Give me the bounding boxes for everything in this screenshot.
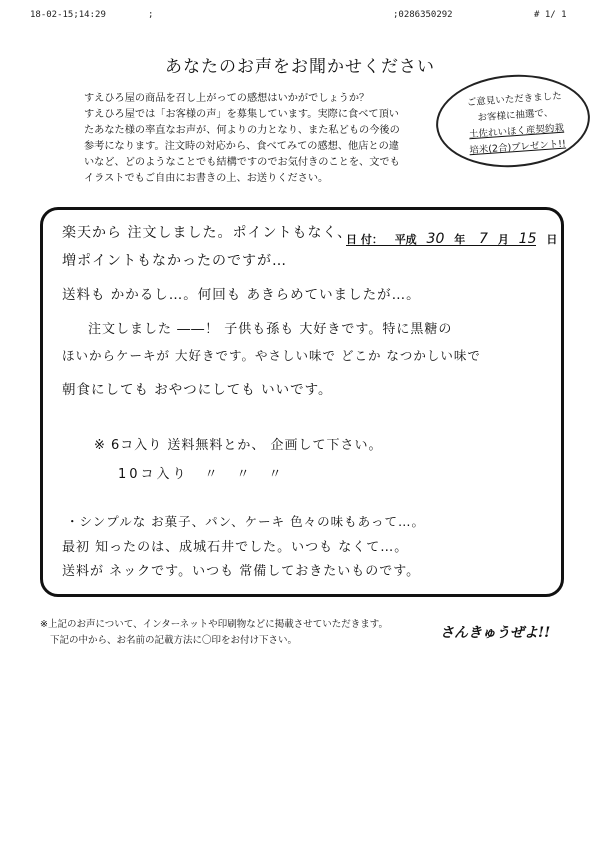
date-field — [346, 231, 558, 247]
footer-note-line: 下記の中から、お名前の記載方法に〇印をお付け下さい。 — [50, 635, 298, 646]
handwritten-line: ・シンプルな お菓子、パン、ケーキ 色々の味もあって…。 — [66, 514, 426, 529]
footer-note-line: ※上記のお声について、インターネットや印刷物などに掲載させていただきます。 — [40, 619, 388, 630]
date-day: 15 — [518, 231, 537, 247]
handwritten-line: 送料が ネックです。いつも 常備しておきたいものです。 — [62, 564, 421, 579]
page-title: あなたのお声をお聞かせください — [165, 57, 435, 77]
fax-datetime: 18-02-15;14:29 — [30, 10, 106, 20]
handwritten-line: ほいからケーキが 大好きです。やさしい味で どこか なつかしい味で — [62, 348, 481, 363]
thanks-text: さんきゅうぜよ!! — [440, 625, 551, 641]
handwritten-line: 10コ入り 〃 〃 〃 — [118, 467, 285, 482]
intro-line: すえひろ屋では「お客様の声」を募集しています。実際に食べて頂い — [84, 109, 399, 120]
date-month: 7 — [479, 231, 488, 247]
date-year: 30 — [426, 231, 445, 247]
date-era: 平成 — [394, 233, 417, 246]
handwritten-line: 注文しました ――！ 子供も孫も 大好きです。特に黒糖の — [88, 322, 453, 337]
date-month-unit: 月 — [497, 233, 509, 246]
fax-header — [0, 10, 600, 26]
fax-number: ;0286350292 — [393, 10, 453, 20]
fax-separator: ; — [148, 10, 154, 20]
fax-page: # 1/ 1 — [534, 10, 567, 20]
handwritten-line: 送料も かかるし…。何回も あきらめていましたが…。 — [62, 287, 421, 303]
bubble-line: 培米(2合)プレゼント!! — [469, 138, 567, 157]
bubble-line: 土佐れいほく産契約栽 — [468, 122, 565, 141]
date-day-unit: 日 — [546, 233, 558, 246]
intro-line: すえひろ屋の商品を召し上がっての感想はいかがでしょうか？ — [84, 93, 370, 104]
handwritten-line: 増ポイントもなかったのですが… — [62, 253, 287, 269]
handwritten-line: 朝食にしても おやつにしても いいです。 — [62, 382, 333, 398]
handwritten-line: ※ 6コ入り 送料無料とか、 企画して下さい。 — [94, 438, 383, 453]
footer-note — [40, 617, 440, 649]
intro-line: いなど、どのようなことでも結構ですのでお気付きのことを、文でも — [84, 157, 400, 168]
intro-paragraph — [84, 91, 444, 187]
date-year-unit: 年 — [454, 233, 466, 246]
date-label: 日 付： — [346, 233, 383, 246]
intro-line: 参考になります。注文時の対応から、食べてみての感想、他店との違 — [84, 141, 399, 152]
handwritten-line: 最初 知ったのは、成城石井でした。いつも なくて…。 — [62, 540, 409, 555]
handwritten-line: 楽天から 注文しました。ポイントもなく、 — [62, 225, 353, 241]
bubble-line: ご意見いただきました — [466, 90, 563, 109]
bubble-line: お客様に抽選で、 — [477, 107, 554, 124]
prize-bubble-text — [444, 87, 588, 161]
intro-line: たあなた様の率直なお声が、何よりの力となり、また私どもの今後の — [84, 125, 400, 136]
intro-line: イラストでもご自由にお書きの上、お送りください。 — [84, 173, 329, 184]
